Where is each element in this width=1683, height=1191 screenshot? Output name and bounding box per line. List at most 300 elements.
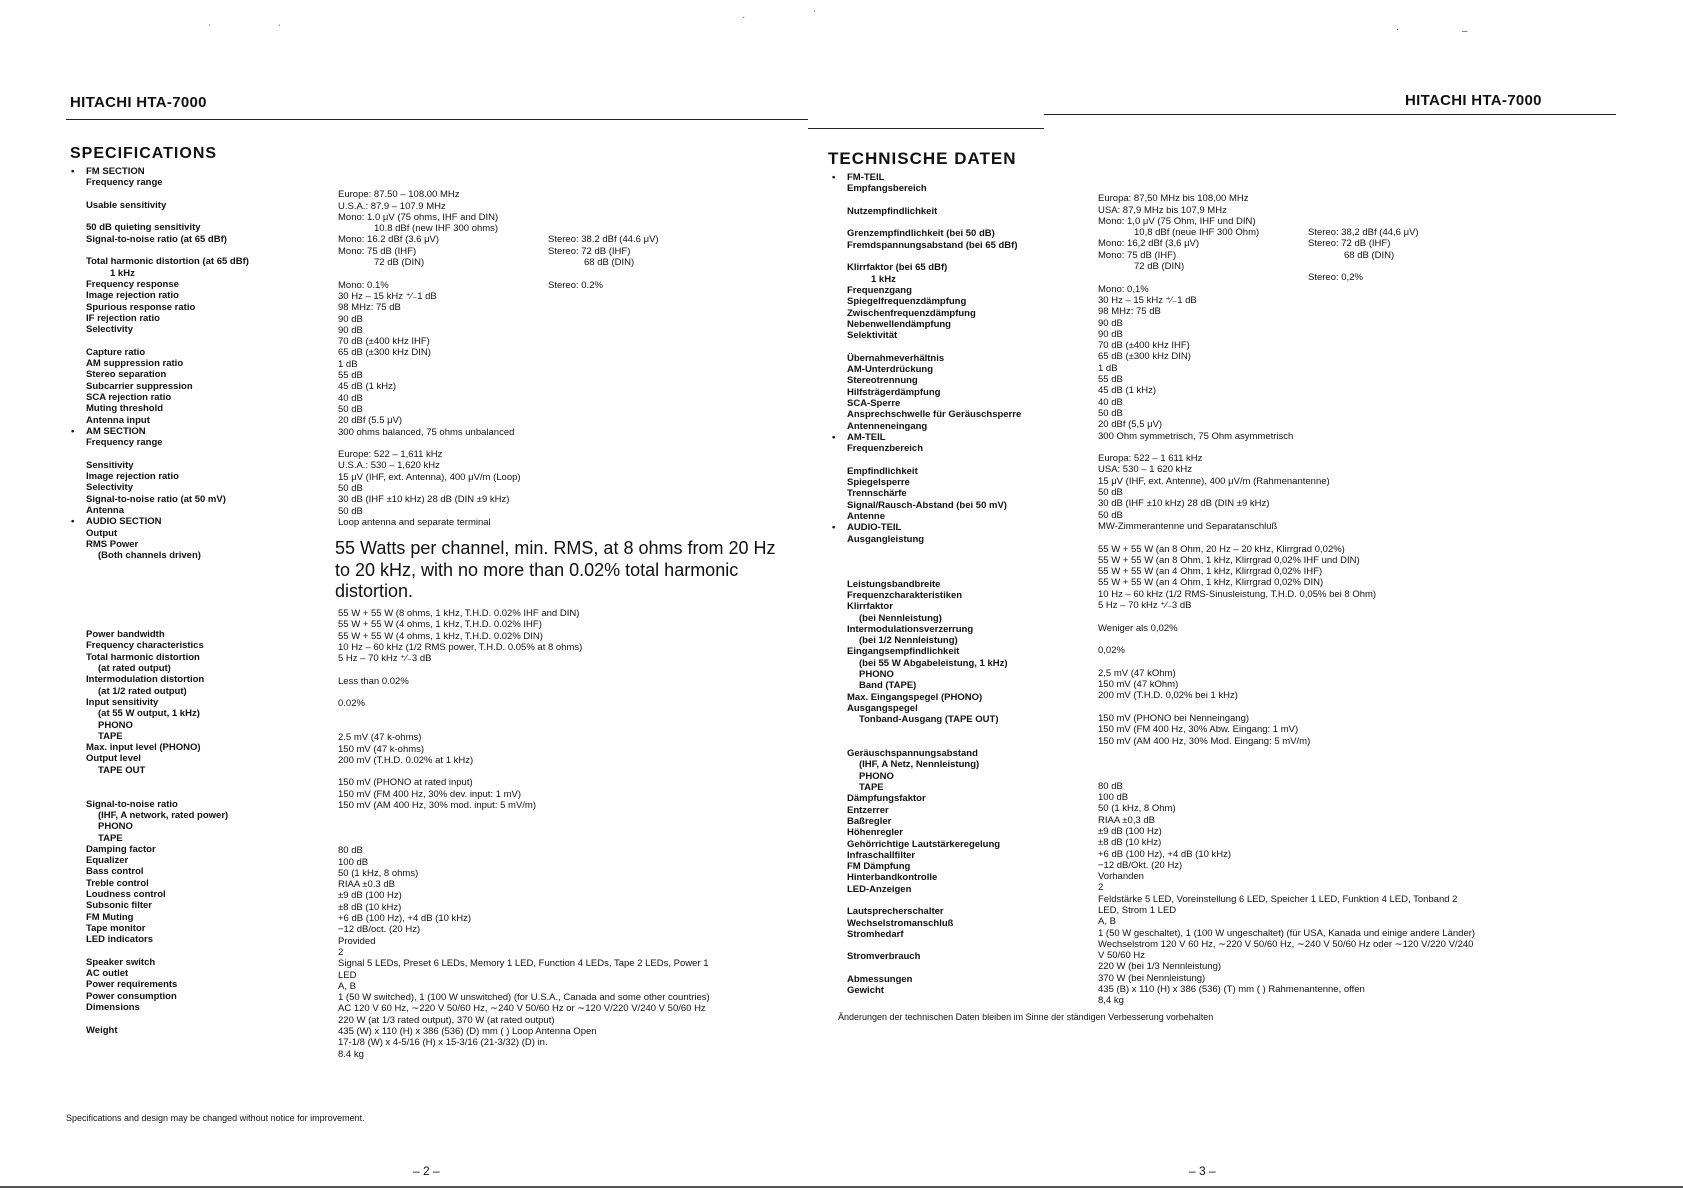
spec-value: 1 (50 W geschaltet), 1 (100 W ungeschaltet) (für USA, Kanada und einige andere Länder)	[1098, 927, 1476, 939]
spacer	[86, 189, 331, 200]
spec-label: Abmessungen	[847, 974, 913, 986]
spec-value: 90 dB	[1098, 328, 1123, 340]
spec-value: 80 dB	[338, 845, 363, 857]
spec-label: Total harmonic distortion	[86, 651, 200, 663]
spec-value: USA: 87,9 MHz bis 107,9 MHz	[1098, 204, 1227, 216]
spacer	[1308, 193, 1458, 204]
spacer	[847, 251, 1087, 262]
spec-value: 5 Hz – 70 kHz ⁺⁄₋3 dB	[338, 653, 432, 665]
spacer	[1098, 634, 1358, 645]
spec-value: 150 mV (47 k-ohms)	[338, 743, 425, 755]
spec-label: AC outlet	[86, 968, 129, 980]
right-page-header: HITACHI HTA-7000	[1405, 92, 1542, 109]
spec-label: Gehörrichtige Lautstärkeregelung	[847, 838, 1001, 850]
technische-daten-title: TECHNISCHE DATEN	[828, 149, 1017, 168]
spec-value: Less than 0.02%	[338, 675, 409, 687]
spec-label: (bei 55 W Abgabeleistung, 1 kHz)	[859, 657, 1008, 669]
spec-value: LED	[338, 969, 357, 981]
spec-value: 65 dB (±300 kHz DIN)	[338, 347, 431, 359]
spec-label: Leistungsbandbreite	[847, 578, 941, 590]
spec-label: Frequenzbereich	[847, 443, 924, 455]
spacer	[1308, 216, 1458, 227]
spec-label: Power consumption	[86, 990, 177, 1002]
spec-label: Power bandwidth	[86, 629, 165, 641]
spacer	[847, 963, 1087, 974]
spec-value: 150 mV (47 kOhm)	[1098, 679, 1179, 691]
spec-label: Subcarrier suppression	[86, 380, 193, 392]
spec-label: Übernahmeverhältnis	[847, 352, 945, 364]
spec-value: 10 Hz – 60 kHz (1/2 RMS-Sinusleistung, T.H.D. 0,05% bei 8 Ohm)	[1098, 588, 1377, 600]
spec-value: A, B	[1098, 916, 1116, 928]
spacer	[338, 710, 798, 721]
spacer	[1098, 656, 1358, 667]
spec-label: Hinterbandkontrolle	[847, 872, 938, 884]
spacer	[86, 595, 331, 606]
spec-value: Stereo: 38,2 dBf (44,6 μV)	[1308, 227, 1419, 239]
spec-value: 220 W (bei 1/3 Nennleistung)	[1098, 961, 1222, 973]
spec-label: TAPE OUT	[98, 764, 146, 776]
spec-value: 15 μV (IHF, ext. Antenna), 400 μV/m (Loop)	[338, 471, 521, 483]
spec-label: (bei 1/2 Nennleistung)	[859, 635, 958, 647]
spec-value: 30 dB (IHF ±10 kHz) 28 dB (DIN ±9 kHz)	[1098, 498, 1270, 510]
spec-value: −12 dB/Okt. (20 Hz)	[1098, 859, 1183, 871]
spec-value: 1 dB	[1098, 362, 1118, 374]
scan-speck: –	[1462, 26, 1468, 37]
spacer	[86, 1013, 331, 1024]
spec-label: Equalizer	[86, 855, 129, 867]
section-heading: • AM-TEIL	[847, 432, 1087, 443]
spec-label: AM-Unterdrückung	[847, 364, 934, 376]
scan-speck: ˈ	[278, 24, 282, 35]
spacer	[1098, 532, 1358, 543]
spec-label: (IHF, A network, rated power)	[98, 809, 229, 821]
spacer	[86, 787, 331, 798]
spec-value: 150 mV (FM 400 Hz, 30% dev. input: 1 mV)	[338, 788, 522, 800]
spec-value: 50 dB	[338, 505, 363, 517]
spec-value: Mono: 16.2 dBf (3.6 μV)	[338, 234, 440, 246]
spec-value: MW-Zimmerantenne und Separatanschluß	[1098, 520, 1278, 532]
spec-value: 68 dB (DIN)	[1344, 249, 1395, 261]
spacer	[847, 556, 1087, 567]
spec-label: Output	[86, 527, 118, 539]
spec-label: Selectivity	[86, 482, 133, 494]
spacer	[1098, 442, 1358, 453]
spec-label: IF rejection ratio	[86, 312, 160, 324]
spec-label: Lautsprecherschalter	[847, 906, 944, 918]
spec-label: PHONO	[859, 770, 894, 782]
spec-value: Mono: 75 dB (IHF)	[338, 245, 417, 257]
spacer	[338, 721, 798, 732]
spec-value: 90 dB	[1098, 317, 1123, 329]
spec-value: 55 dB	[1098, 374, 1123, 386]
spec-value: 5 Hz – 70 kHz ⁺⁄₋3 dB	[1098, 599, 1192, 611]
spec-value: 1 dB	[338, 358, 358, 370]
spec-label: Höhenregler	[847, 827, 903, 839]
scan-speck: ·	[1396, 24, 1400, 35]
spec-value: 150 mV (FM 400 Hz, 30% Abw. Eingang: 1 mV)	[1098, 724, 1299, 736]
spec-label: Stereo separation	[86, 369, 167, 381]
spacer	[1308, 182, 1458, 193]
spec-label: Selektivität	[847, 330, 898, 342]
spec-value: 0.02%	[338, 698, 365, 710]
spec-value: 55 W + 55 W (an 4 Ohm, 1 kHz, Klirrgrad 0,02% DIN)	[1098, 577, 1324, 589]
scan-bottom-edge	[0, 1186, 1683, 1188]
spacer	[847, 454, 1087, 465]
spec-label: Image rejection ratio	[86, 290, 179, 302]
spec-value: 50 dB	[1098, 509, 1123, 521]
spec-value: Mono: 1,0 μV (75 Ohm, IHF und DIN)	[1098, 215, 1256, 227]
spec-label: Signal-to-noise ratio (at 50 mV)	[86, 493, 226, 505]
spec-label: Signal/Rausch-Abstand (bei 50 mV)	[847, 499, 1007, 511]
spec-label: Dimensions	[86, 1001, 140, 1013]
spec-label: AM suppression ratio	[86, 358, 184, 370]
spec-label: Stereotrennung	[847, 375, 918, 387]
spec-value: 20 dBf (5,5 μV)	[1098, 419, 1163, 431]
spec-value: 435 (B) x 110 (H) x 386 (536) (T) mm ( ) Rahmenantenne, offen	[1098, 984, 1365, 996]
spec-label: Capture ratio	[86, 346, 146, 358]
spec-label: Nebenwellendämpfung	[847, 318, 951, 330]
spec-value: U.S.A.: 530 – 1,620 kHz	[338, 460, 440, 472]
spec-label: Dämpfungsfaktor	[847, 793, 926, 805]
spec-value: Stereo: 0.2%	[548, 279, 603, 291]
spacer	[847, 217, 1087, 228]
scan-speck: ˈ	[208, 24, 212, 35]
spec-label: FM Dämpfung	[847, 861, 911, 873]
spacer	[847, 545, 1087, 556]
spec-label: Infraschallfilter	[847, 849, 916, 861]
spec-value: ±9 dB (100 Hz)	[1098, 825, 1162, 837]
spec-value: Europa: 522 – 1 611 kHz	[1098, 453, 1203, 465]
spec-value: Wechselstrom 120 V 60 Hz, ∼220 V 50/60 Hz, ∼240 V 50/60 Hz oder ∼120 V/220 V/240	[1098, 938, 1474, 950]
spec-label: Weight	[86, 1024, 118, 1036]
spec-label: LED indicators	[86, 934, 154, 946]
center-rule	[808, 128, 1044, 129]
spec-label: 1 kHz	[871, 273, 896, 285]
spec-label: SCA rejection ratio	[86, 391, 172, 403]
spec-label: SCA-Sperre	[847, 397, 901, 409]
spacer	[1308, 205, 1458, 216]
spacer	[86, 776, 331, 787]
spacer	[1098, 758, 1358, 769]
spec-value: 8,4 kg	[1098, 995, 1124, 1007]
spec-value: 1 (50 W switched), 1 (100 W unswitched) (for U.S.A., Canada and some other countries)	[338, 992, 710, 1004]
spec-value: 80 dB	[1098, 780, 1123, 792]
spec-value: 10,8 dBf (neue IHF 300 Ohm)	[1134, 227, 1260, 239]
spec-label: Usable sensitivity	[86, 199, 167, 211]
spec-value: V 50/60 Hz	[1098, 950, 1145, 962]
spec-label: TAPE	[98, 832, 123, 844]
spec-label: Output level	[86, 753, 141, 765]
spec-label: (at rated output)	[98, 663, 171, 675]
spec-label: Frequency range	[86, 177, 163, 189]
spec-label: Stromverbrauch	[847, 951, 921, 963]
spec-label: Zwischenfrequenzdämpfung	[847, 307, 976, 319]
spec-value: A, B	[338, 980, 356, 992]
spec-value: 200 mV (T.H.D. 0,02% bei 1 kHz)	[1098, 690, 1238, 702]
spacer	[847, 737, 1087, 748]
spec-value: 0,02%	[1098, 645, 1125, 657]
spec-label: Gewicht	[847, 985, 884, 997]
spec-label: Klirrfaktor (bei 65 dBf)	[847, 262, 948, 274]
spacer	[86, 561, 331, 572]
spacer	[847, 195, 1087, 206]
spec-value: 55 W + 55 W (4 ohms, 1 kHz, T.H.D. 0.02% IHF)	[338, 619, 542, 631]
spec-label: Muting threshold	[86, 403, 164, 415]
spec-value: Provided	[338, 935, 376, 947]
section-heading: • AUDIO-TEIL	[847, 522, 1087, 533]
spacer	[338, 268, 548, 279]
spec-label: Nutzempfindlichkeit	[847, 205, 938, 217]
spec-label: Frequenzcharakteristiken	[847, 589, 963, 601]
left-page-number: – 2 –	[413, 1164, 440, 1178]
spec-label: Loudness control	[86, 889, 166, 900]
spec-value: 55 dB	[338, 370, 363, 382]
spec-value: Vorhanden	[1098, 871, 1144, 883]
spec-label: Treble control	[86, 877, 149, 889]
scan-speck: ·	[742, 12, 746, 23]
spec-value: 50 dB	[338, 403, 363, 415]
left-page-header: HITACHI HTA-7000	[70, 94, 207, 111]
spacer	[847, 895, 1087, 906]
spec-value: USA: 530 – 1 620 kHz	[1098, 464, 1192, 476]
spec-value: 370 W (bei Nennleistung)	[1098, 972, 1206, 984]
spec-label: Klirrfaktor	[847, 601, 893, 613]
spec-value: 50 (1 kHz, 8 ohms)	[338, 867, 419, 879]
spec-label: Ansprechschwelle für Geräuschsperre	[847, 409, 1022, 421]
spec-value: Europe: 87.50 – 108.00 MHz	[338, 189, 460, 201]
specifications-title: SPECIFICATIONS	[70, 145, 218, 162]
spec-value: Weniger als 0,02%	[1098, 622, 1178, 634]
spec-label: TAPE	[859, 782, 884, 794]
spec-value: AC 120 V 60 Hz, ∼220 V 50/60 Hz, ∼240 V 50/60 Hz or ∼120 V/220 V/240 V 50/60 Hz	[338, 1003, 706, 1015]
spec-label: Total harmonic distortion (at 65 dBf)	[86, 256, 249, 268]
spacer	[338, 766, 798, 777]
spec-value: 55 W + 55 W (an 8 Ohm, 1 kHz, Klirrgrad 0,02% IHF und DIN)	[1098, 554, 1360, 566]
spec-label: 1 kHz	[110, 267, 135, 279]
spec-label: Max. input level (PHONO)	[86, 742, 201, 754]
spec-value: 50 dB	[338, 483, 363, 495]
left-spec-labels	[86, 166, 331, 1036]
left-spec-values	[338, 178, 548, 528]
spec-value: 40 dB	[1098, 396, 1123, 408]
spacer	[847, 940, 1087, 951]
spec-value: 100 dB	[1098, 792, 1129, 804]
section-heading: • AM SECTION	[86, 426, 331, 437]
spec-value: 200 mV (T.H.D. 0.02% at 1 kHz)	[338, 754, 474, 766]
spec-label: Frequency characteristics	[86, 640, 204, 652]
spacer	[86, 573, 331, 584]
spec-label: Frequency range	[86, 437, 163, 449]
spec-label: Empfangsbereich	[847, 183, 927, 195]
spec-label: 50 dB quieting sensitivity	[86, 222, 201, 234]
spec-label: (IHF, A Netz, Nennleistung)	[859, 759, 980, 771]
right-spec-labels	[847, 172, 1087, 997]
spec-label: Image rejection ratio	[86, 471, 179, 483]
spacer	[847, 341, 1087, 352]
spacer	[338, 834, 798, 845]
spacer	[847, 726, 1087, 737]
spacer	[86, 448, 331, 459]
left-stereo-values	[548, 178, 698, 291]
spec-label: Input sensitivity	[86, 696, 159, 708]
spec-label: Subsonic filter	[86, 900, 152, 912]
spec-label: Tonband-Ausgang (TAPE OUT)	[859, 714, 999, 726]
spacer	[338, 823, 798, 834]
spacer	[86, 584, 331, 595]
spacer	[338, 687, 798, 698]
spec-label: (bei Nennleistung)	[859, 612, 942, 624]
spacer	[1098, 747, 1358, 758]
spec-label: Intermodulationsverzerrung	[847, 623, 974, 635]
spec-label: Grenzempfindlichkeit (bei 50 dB)	[847, 228, 995, 240]
spec-label: Antenne	[847, 510, 885, 522]
spec-label: Geräuschspannungsabstand	[847, 748, 978, 760]
spec-value: 150 mV (PHONO bei Nenneingang)	[1098, 712, 1250, 724]
spec-value: 90 dB	[338, 324, 363, 336]
spec-value: Mono: 75 dB (IHF)	[1098, 249, 1177, 261]
spec-value: Mono: 0.1%	[338, 279, 389, 291]
spec-label: Ausgangspegel	[847, 702, 918, 714]
spec-label: Tape monitor	[86, 922, 146, 934]
spec-value: 70 dB (±400 kHz IHF)	[338, 336, 430, 348]
spec-value: 40 dB	[338, 392, 363, 404]
left-footnote: Specifications and design may be changed without notice for improvement.	[66, 1113, 365, 1123]
spec-value: 30 dB (IHF ±10 kHz) 28 dB (DIN ±9 kHz)	[338, 494, 510, 506]
spec-label: Hilfsträgerdämpfung	[847, 386, 941, 398]
spec-label: RMS Power	[86, 538, 139, 550]
spec-value: +6 dB (100 Hz), +4 dB (10 kHz)	[338, 913, 472, 925]
spec-value: Europe: 522 – 1,611 kHz	[338, 449, 443, 461]
spec-value: RIAA ±0.3 dB	[338, 879, 395, 891]
spec-value: 17-1/8 (W) x 4-5/16 (H) x 15-3/16 (21-3/32) (D) in.	[338, 1037, 548, 1049]
spec-value: 20 dBf (5.5 μV)	[338, 415, 403, 427]
spec-value: 10.8 dBf (new IHF 300 ohms)	[374, 223, 499, 235]
spec-value: 220 W (at 1/3 rated output), 370 W (at rated output)	[338, 1014, 555, 1026]
left-header-rule	[66, 119, 808, 120]
spec-label: Signal-to-noise ratio (at 65 dBf)	[86, 233, 227, 245]
spec-label: PHONO	[98, 719, 133, 731]
spec-value: 98 MHz: 75 dB	[1098, 306, 1161, 318]
spec-value: 55 W + 55 W (an 8 Ohm, 20 Hz – 20 kHz, Klirrgrad 0,02%)	[1098, 543, 1345, 555]
spec-label: Sensitivity	[86, 459, 134, 471]
spacer	[548, 212, 698, 223]
spec-label: Entzerrer	[847, 804, 889, 816]
left-audio-values	[338, 608, 798, 1060]
spacer	[847, 567, 1087, 578]
spec-value: Stereo: 38.2 dBf (44.6 μV)	[548, 234, 659, 246]
spacer	[548, 201, 698, 212]
right-header-rule	[1044, 114, 1616, 115]
spec-value: Loop antenna and separate terminal	[338, 516, 491, 528]
spec-label: Ausgangleistung	[847, 533, 925, 545]
spec-value: 98 MHz: 75 dB	[338, 302, 401, 314]
spec-value: +6 dB (100 Hz), +4 dB (10 kHz)	[1098, 848, 1232, 860]
spec-label: (at 1/2 rated output)	[98, 685, 187, 697]
spec-value: 10 Hz – 60 kHz (1/2 RMS power, T.H.D. 0.05% at 8 ohms)	[338, 641, 583, 653]
spec-value: 45 dB (1 kHz)	[338, 381, 397, 393]
spec-value: 8.4 kg	[338, 1048, 364, 1060]
spec-value: ±8 dB (10 kHz)	[1098, 837, 1162, 849]
spec-label: Antenna input	[86, 414, 150, 426]
spec-value: 2	[1098, 882, 1104, 894]
spec-label: TAPE	[98, 730, 123, 742]
spec-value: 50 dB	[1098, 407, 1123, 419]
rms-power-statement: 55 Watts per channel, min. RMS, at 8 ohms from 20 Hz to 20 kHz, with no more than 0.02% total harmonic distortion.	[335, 538, 776, 601]
spec-value: −12 dB/oct. (20 Hz)	[338, 924, 421, 936]
spec-value: Stereo: 72 dB (IHF)	[1308, 238, 1391, 250]
spacer	[86, 335, 331, 346]
spec-value: 30 Hz – 15 kHz ⁺⁄₋1 dB	[1098, 294, 1197, 306]
spec-label: Intermodulation distortion	[86, 674, 205, 686]
spec-value: Europa: 87,50 MHz bis 108,00 MHz	[1098, 193, 1249, 205]
right-footnote: Änderungen der technischen Daten bleiben im Sinne der ständigen Verbesserung vorbehalten	[838, 1012, 1214, 1022]
spec-label: Damping factor	[86, 843, 156, 855]
spec-value: 150 mV (AM 400 Hz, 30% mod. input: 5 mV/m)	[338, 800, 536, 812]
section-heading: • FM SECTION	[86, 166, 331, 177]
spacer	[86, 945, 331, 956]
spacer	[86, 607, 331, 618]
spec-value: Stereo: 0,2%	[1308, 272, 1363, 284]
spec-label: Speaker switch	[86, 956, 156, 968]
spec-label: Bass control	[86, 866, 144, 878]
spec-label: Max. Eingangspegel (PHONO)	[847, 691, 983, 703]
spec-value: RIAA ±0,3 dB	[1098, 814, 1155, 826]
spec-value: 65 dB (±300 kHz DIN)	[1098, 351, 1191, 363]
spacer	[86, 618, 331, 629]
spec-value: 90 dB	[338, 313, 363, 325]
spacer	[338, 664, 798, 675]
spec-value: LED, Strom 1 LED	[1098, 905, 1177, 916]
spacer	[1308, 261, 1458, 272]
spec-label: PHONO	[98, 821, 133, 833]
spec-label: Power requirements	[86, 979, 178, 991]
spec-label: Baßregler	[847, 815, 892, 827]
spec-value: 150 mV (PHONO at rated input)	[338, 777, 473, 789]
spec-label: Spiegelfrequenzdämpfung	[847, 296, 967, 308]
spec-label: Eingangsempfindlichkeit	[847, 646, 960, 658]
spec-label: Selectivity	[86, 324, 133, 336]
spacer	[86, 211, 331, 222]
spec-value: 72 dB (DIN)	[374, 257, 425, 269]
spec-value: Mono: 1.0 μV (75 ohms, IHF and DIN)	[338, 211, 499, 223]
spacer	[548, 178, 698, 189]
spacer	[1098, 611, 1358, 622]
spec-value: Mono: 16,2 dBf (3,6 μV)	[1098, 238, 1200, 250]
spec-label: Antenneneingang	[847, 420, 928, 432]
scan-speck: ˈ	[813, 10, 817, 21]
spacer	[548, 268, 698, 279]
spec-value: Stereo: 72 dB (IHF)	[548, 245, 631, 257]
spec-value: 68 dB (DIN)	[584, 257, 635, 269]
spec-label: Spurious response ratio	[86, 301, 196, 313]
spec-value: 70 dB (±400 kHz IHF)	[1098, 340, 1190, 352]
spacer	[86, 245, 331, 256]
spec-value: 435 (W) x 110 (H) x 386 (536) (D) mm ( ) Loop Antenna Open	[338, 1025, 597, 1037]
spec-value: 15 μV (IHF, ext. Antenne), 400 μV/m (Rahmenantenne)	[1098, 475, 1330, 487]
spec-value: 150 mV (AM 400 Hz, 30% Mod. Eingang: 5 mV/m)	[1098, 735, 1311, 747]
spec-label: Fremdspannungsabstand (bei 65 dBf)	[847, 239, 1018, 251]
spec-label: Trennschärfe	[847, 488, 907, 500]
spec-value: 2.5 mV (47 k-ohms)	[338, 732, 422, 744]
spec-label: FM Muting	[86, 911, 134, 923]
spec-value: 30 Hz – 15 kHz ⁺⁄₋1 dB	[338, 290, 437, 302]
spec-value: 300 Ohm symmetrisch, 75 Ohm asymmetrisch	[1098, 430, 1294, 442]
spacer	[338, 438, 548, 449]
spec-value: 55 W + 55 W (an 4 Ohm, 1 kHz, Klirrgrad 0,02% IHF)	[1098, 566, 1323, 578]
spec-label: PHONO	[859, 669, 894, 681]
spec-label: Antenna	[86, 504, 124, 516]
spacer	[548, 189, 698, 200]
